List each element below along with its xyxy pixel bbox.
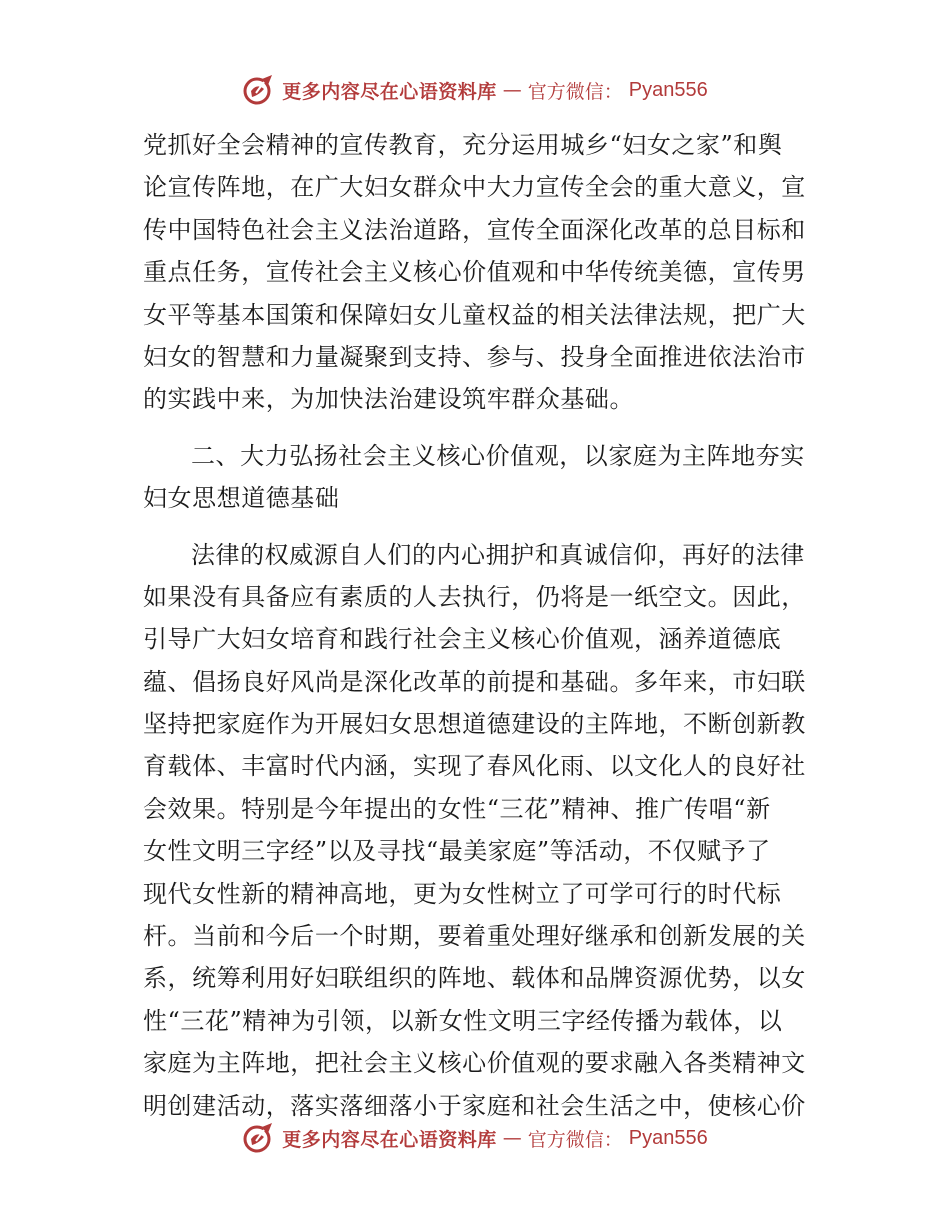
text-line: 明创建活动，落实落细落小于家庭和社会生活之中，使核心价 xyxy=(143,1091,806,1120)
watermark-dash: — xyxy=(502,1127,522,1149)
text-line: 如果没有具备应有素质的人去执行，仍将是一纸空文。因此， xyxy=(143,582,806,611)
text-line: 妇女的智慧和力量凝聚到支持、参与、投身全面推进依法治市 xyxy=(143,342,806,371)
watermark-brand-text: 更多内容尽在心语资料库 xyxy=(282,80,497,103)
document-body xyxy=(143,124,811,1127)
text-line: 育载体、丰富时代内涵，实现了春风化雨、以文化人的良好社 xyxy=(143,752,806,781)
paragraph xyxy=(143,534,811,1127)
watermark-wechat-label: 官方微信： xyxy=(527,80,623,103)
watermark-wechat-id: Pyan556 xyxy=(628,78,708,101)
brand-logo-icon xyxy=(242,1121,276,1155)
watermark-wechat-label: 官方微信： xyxy=(527,1128,623,1151)
text-line: 杆。当前和今后一个时期，要着重处理好继承和创新发展的关 xyxy=(143,922,806,951)
paragraph-gap xyxy=(143,520,811,534)
text-line: 坚持把家庭作为开展妇女思想道德建设的主阵地，不断创新教 xyxy=(143,710,806,739)
text-line: 重点任务，宣传社会主义核心价值观和中华传统美德，宣传男 xyxy=(143,258,806,287)
text-line: 女性文明三字经”以及寻找“最美家庭”等活动，不仅赋予了 xyxy=(143,837,771,866)
paragraph xyxy=(143,124,811,421)
text-line: 的实践中来，为加快法治建设筑牢群众基础。 xyxy=(143,385,634,414)
text-line: 妇女思想道德基础 xyxy=(143,484,340,513)
watermark-dash: — xyxy=(502,79,522,101)
text-line: 现代女性新的精神高地，更为女性树立了可学可行的时代标 xyxy=(143,879,782,908)
text-line: 传中国特色社会主义法治道路，宣传全面深化改革的总目标和 xyxy=(143,215,806,244)
text-line: 系，统筹利用好妇联组织的阵地、载体和品牌资源优势，以女 xyxy=(143,964,806,993)
text-line: 女平等基本国策和保障妇女儿童权益的相关法律法规，把广大 xyxy=(143,300,806,329)
watermark-wechat-id: Pyan556 xyxy=(628,1126,708,1149)
paragraph xyxy=(143,435,811,520)
text-line: 蕴、倡扬良好风尚是深化改革的前提和基础。多年来，市妇联 xyxy=(143,667,806,696)
text-line: 法律的权威源自人们的内心拥护和真诚信仰，再好的法律 xyxy=(191,540,805,569)
text-line: 引导广大妇女培育和践行社会主义核心价值观，涵养道德底 xyxy=(143,625,782,654)
watermark-brand-text: 更多内容尽在心语资料库 xyxy=(282,1128,497,1151)
footer-watermark xyxy=(0,1118,950,1158)
text-line: 会效果。特别是今年提出的女性“三花”精神、推广传唱“新 xyxy=(143,794,771,823)
text-line: 性“三花”精神为引领，以新女性文明三字经传播为载体，以 xyxy=(143,1006,783,1035)
header-watermark xyxy=(0,70,950,110)
text-line: 家庭为主阵地，把社会主义核心价值观的要求融入各类精神文 xyxy=(143,1049,806,1078)
text-line: 论宣传阵地，在广大妇女群众中大力宣传全会的重大意义，宣 xyxy=(143,173,806,202)
paragraph-gap xyxy=(143,421,811,435)
brand-logo-icon xyxy=(242,73,276,107)
text-line: 二、大力弘扬社会主义核心价值观，以家庭为主阵地夯实 xyxy=(191,441,805,470)
text-line: 党抓好全会精神的宣传教育，充分运用城乡“妇女之家”和舆 xyxy=(143,131,783,159)
